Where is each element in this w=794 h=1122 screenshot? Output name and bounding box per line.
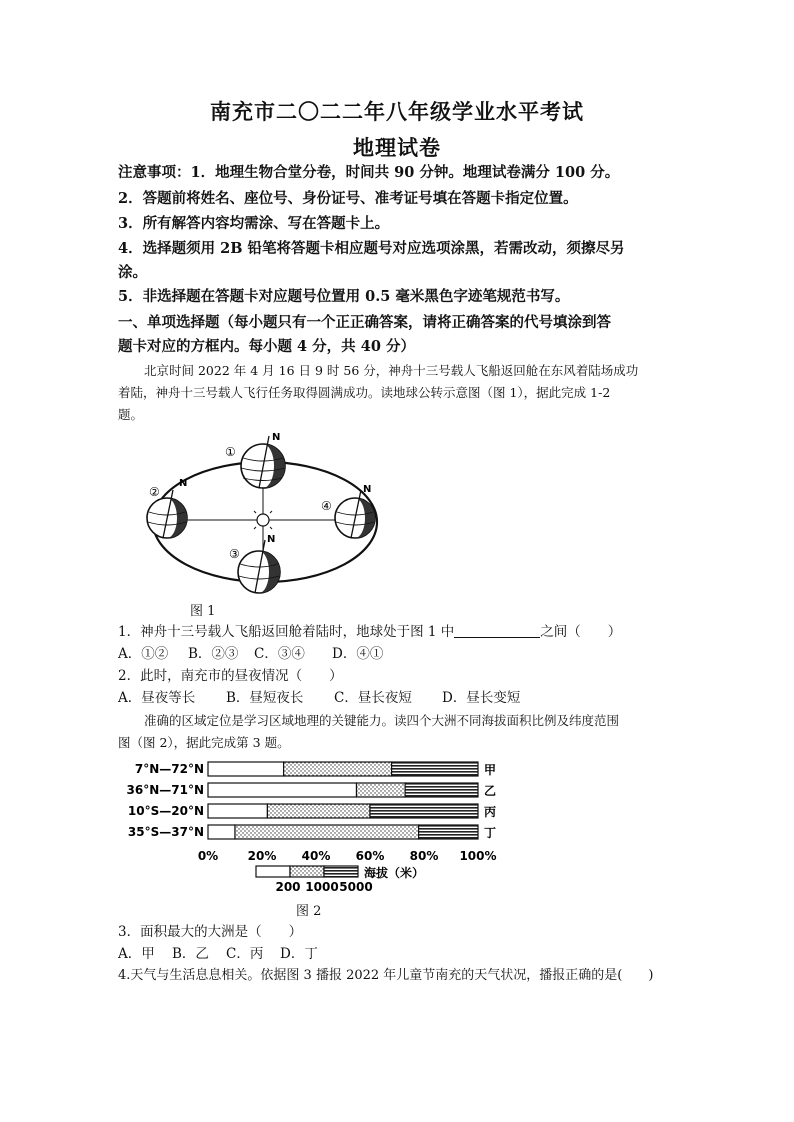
legend-label: 1000 <box>305 880 339 894</box>
note-line-1: 注意事项：1．地理生物合堂分卷，时间共 90 分钟。地理试卷满分 100 分。 <box>118 164 620 181</box>
latitude-label: 10°S—20°N <box>127 804 204 818</box>
passage1-line2: 着陆，神舟十三号载人飞行任务取得圆满成功。读地球公转示意图（图 1），据此完成 1-2 <box>118 385 611 400</box>
figure2-elevation-chart <box>126 756 516 896</box>
latitude-label: 36°N—71°N <box>126 783 204 797</box>
q1-option-b: B．②③ <box>188 646 239 662</box>
question-2-stem: 2．此时，南充市的昼夜情况（ ） <box>118 668 343 684</box>
section-heading-a: 一、单项选择题（每小题只有一个正正确答案，请将正确答案的代号填涂到答 <box>118 314 611 331</box>
continent-label: 丁 <box>484 826 497 840</box>
passage2-line2: 图（图 2），据此完成第 3 题。 <box>118 735 290 750</box>
figure1-caption: 图 1 <box>190 604 216 619</box>
note-line-5: 5．非选择题在答题卡对应题号位置用 0.5 毫米黑色字迹笔规范书写。 <box>118 288 570 305</box>
earth-position-3 <box>238 540 280 593</box>
question-2-options <box>118 688 698 708</box>
bar-segment <box>208 762 284 776</box>
bar-segment <box>405 783 478 797</box>
q1-option-a: A．①② <box>118 646 169 662</box>
legend-swatch <box>324 866 358 877</box>
figure1-orbit-diagram <box>135 428 395 608</box>
passage1-line3: 题。 <box>118 407 144 422</box>
q2-option-a: A．昼夜等长 <box>118 690 196 706</box>
note-line-3: 3．所有解答内容均需涂、写在答题卡上。 <box>118 215 390 232</box>
question-1-options <box>118 644 698 664</box>
q3-option-b: B．乙 <box>172 946 209 962</box>
q1-option-c: C．③④ <box>254 646 305 662</box>
figure2-caption: 图 2 <box>296 904 322 919</box>
question-3-stem: 3．面积最大的大洲是（ ） <box>118 924 303 940</box>
section-heading-b: 题卡对应的方框内。每小题 4 分，共 40 分） <box>118 338 415 355</box>
legend-title: 海拔（米） <box>364 866 425 880</box>
bar-segment <box>267 804 370 818</box>
answer-blank <box>454 623 540 638</box>
bar-segment <box>235 825 419 839</box>
bar-segment <box>419 825 478 839</box>
legend-swatch <box>256 866 290 877</box>
legend-label: 5000 <box>339 880 373 894</box>
bar-segment <box>357 783 406 797</box>
continent-label: 丙 <box>484 805 497 819</box>
question-1-stem-a: 1．神舟十三号载人飞船返回舱着陆时，地球处于图 1 中 <box>118 624 455 640</box>
question-3-options <box>118 944 698 964</box>
position-label-2: ② <box>149 485 160 499</box>
bar-segment <box>284 762 392 776</box>
bar-segment <box>392 762 478 776</box>
q3-option-c: C．丙 <box>226 946 264 962</box>
question-4-stem: 4.天气与生活息息相关。依据图 3 播报 2022 年儿童节南充的天气状况，播报正确的是( ) <box>118 968 654 983</box>
legend-label: 200 <box>275 880 301 894</box>
q3-option-d: D．丁 <box>280 946 318 962</box>
north-label-3: N <box>267 534 276 545</box>
position-label-1: ① <box>225 445 236 459</box>
x-tick-label: 60% <box>355 849 385 863</box>
passage2-line1: 准确的区域定位是学习区域地理的关键能力。读四个大洲不同海拔面积比例及纬度范围 <box>144 713 620 728</box>
legend-swatch <box>290 866 324 877</box>
question-1-stem-b: 之间（ ） <box>540 624 622 640</box>
question-1 <box>118 622 698 642</box>
passage1-line1: 北京时间 2022 年 4 月 16 日 9 时 56 分，神舟十三号载人飞船返回舱在东风着陆场成功 <box>144 363 639 378</box>
note-line-4b: 涂。 <box>118 264 147 281</box>
q2-option-d: D．昼长变短 <box>442 690 521 706</box>
q2-option-c: C．昼长夜短 <box>334 690 412 706</box>
latitude-label: 7°N—72°N <box>134 762 204 776</box>
x-tick-label: 80% <box>409 849 439 863</box>
position-label-4: ④ <box>321 499 332 513</box>
north-label-4: N <box>363 484 372 495</box>
continent-label: 乙 <box>484 784 497 798</box>
continent-label: 甲 <box>484 763 497 777</box>
bar-segment <box>208 783 357 797</box>
position-label-3: ③ <box>229 547 240 561</box>
q2-option-b: B．昼短夜长 <box>226 690 304 706</box>
note-line-4a: 4．选择题须用 2B 铅笔将答题卡相应题号对应选项涂黑，若需改动，须擦尽另 <box>118 240 625 257</box>
exam-subtitle: 地理试卷 <box>353 135 441 160</box>
x-tick-label: 40% <box>301 849 331 863</box>
x-tick-label: 20% <box>247 849 277 863</box>
x-tick-label: 0% <box>197 849 219 863</box>
bar-segment <box>370 804 478 818</box>
x-tick-label: 100% <box>459 849 497 863</box>
q1-option-d: D．④① <box>332 646 384 662</box>
north-label-1: N <box>272 432 281 443</box>
north-label-2: N <box>179 478 188 489</box>
q3-option-a: A．甲 <box>118 946 155 962</box>
bar-segment <box>208 825 235 839</box>
bar-segment <box>208 804 267 818</box>
earth-position-4 <box>335 490 375 538</box>
note-line-2: 2．答题前将姓名、座位号、身份证号、准考证号填在答题卡指定位置。 <box>118 190 578 207</box>
earth-position-1 <box>241 436 285 488</box>
exam-title: 南充市二〇二二年八年级学业水平考试 <box>210 99 584 124</box>
latitude-label: 35°S—37°N <box>127 825 204 839</box>
